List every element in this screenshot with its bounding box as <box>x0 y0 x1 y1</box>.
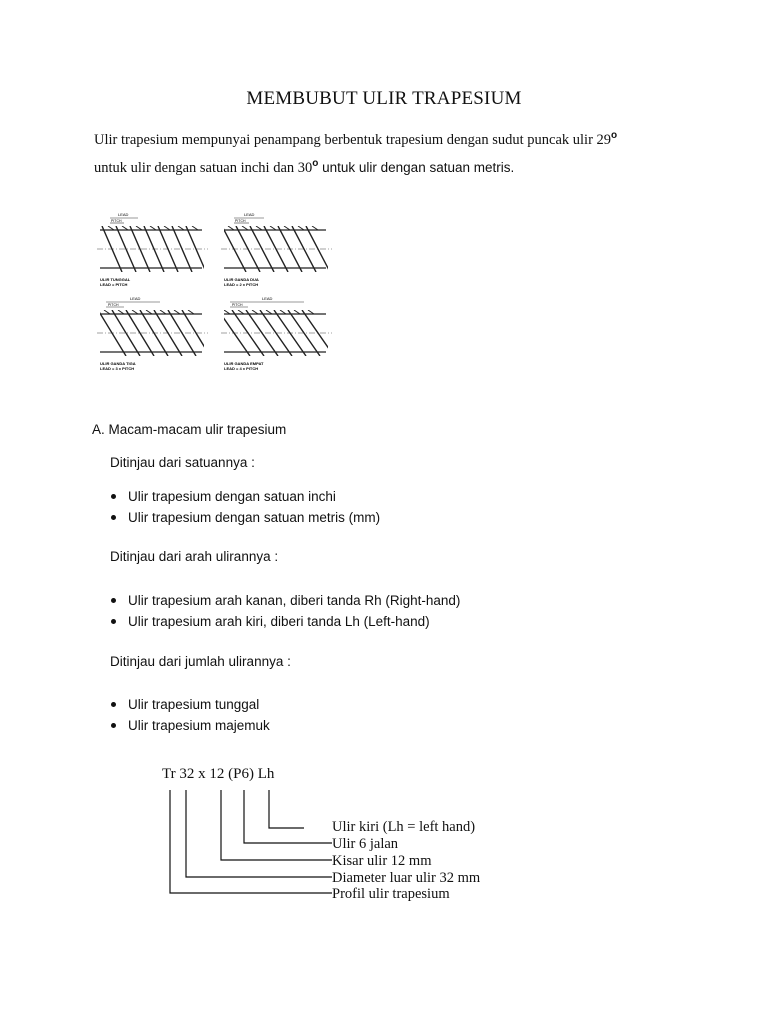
triple-caption-1: ULIR GANDA TIGA <box>100 361 136 366</box>
list-item: Ulir trapesium dengan satuan inchi <box>110 486 380 507</box>
lead-label: LEAD <box>262 296 273 301</box>
group-label-starts: Ditinjau dari jumlah ulirannya : <box>110 654 291 669</box>
thread-types-figure <box>94 208 334 380</box>
quadruple-start-thread-drawing <box>218 296 334 371</box>
intro-text-2: untuk ulir dengan satuan inchi dan 30 <box>94 159 313 176</box>
intro-text-3: untuk ulir dengan satuan metris. <box>318 159 515 175</box>
legend-starts: Ulir 6 jalan <box>332 836 399 852</box>
double-caption-2: LEAD = 2 x PITCH <box>224 282 259 287</box>
group-label-direction: Ditinjau dari arah ulirannya : <box>110 549 279 564</box>
intro-text-1: Ulir trapesium mempunyai penampang berbentuk trapesium dengan sudut puncak ulir 29 <box>94 131 612 148</box>
single-caption-2: LEAD = PITCH <box>100 282 128 287</box>
list-item: Ulir trapesium arah kanan, diberi tanda Rh (Right-hand) <box>110 590 460 611</box>
legend-left-hand: Ulir kiri (Lh = left hand) <box>332 819 476 835</box>
lead-label: LEAD <box>118 212 129 217</box>
lead-label: LEAD <box>244 212 255 217</box>
lead-label: LEAD <box>130 296 141 301</box>
legend-profile: Profil ulir trapesium <box>332 886 450 902</box>
list-units <box>110 486 380 528</box>
pitch-label: PITCH <box>235 219 246 223</box>
list-item: Ulir trapesium dengan satuan metris (mm) <box>110 507 380 528</box>
page-title: MEMBUBUT ULIR TRAPESIUM <box>246 88 522 109</box>
legend-lead: Kisar ulir 12 mm <box>332 853 432 869</box>
list-item: Ulir trapesium arah kiri, diberi tanda Lh (Left-hand) <box>110 611 460 632</box>
pitch-label: PITCH <box>111 219 122 223</box>
section-a-heading: A. Macam-macam ulir trapesium <box>92 422 287 437</box>
legend-diameter: Diameter luar ulir 32 mm <box>332 870 481 886</box>
double-caption-1: ULIR GANDA DUA <box>224 277 259 282</box>
triple-caption-2: LEAD = 3 x PITCH <box>100 366 135 371</box>
intro-paragraph <box>94 124 694 180</box>
quad-caption-2: LEAD = 4 x PITCH <box>224 366 259 371</box>
single-start-thread-drawing <box>97 212 208 287</box>
list-starts <box>110 694 270 736</box>
pitch-label: PITCH <box>108 303 119 307</box>
list-direction <box>110 590 460 632</box>
triple-start-thread-drawing <box>97 296 210 371</box>
pitch-label: PITCH <box>232 303 243 307</box>
degree-mark-1: o <box>611 130 618 141</box>
single-caption-1: ULIR TUNGGAL <box>100 277 131 282</box>
list-item: Ulir trapesium majemuk <box>110 715 270 736</box>
double-start-thread-drawing <box>221 212 332 287</box>
list-item: Ulir trapesium tunggal <box>110 694 270 715</box>
thread-designation: Tr 32 x 12 (P6) Lh <box>162 766 275 782</box>
group-label-units: Ditinjau dari satuannya : <box>110 455 255 470</box>
degree-mark-2: o <box>312 157 319 169</box>
quad-caption-1: ULIR GANDA EMPAT <box>224 361 264 366</box>
